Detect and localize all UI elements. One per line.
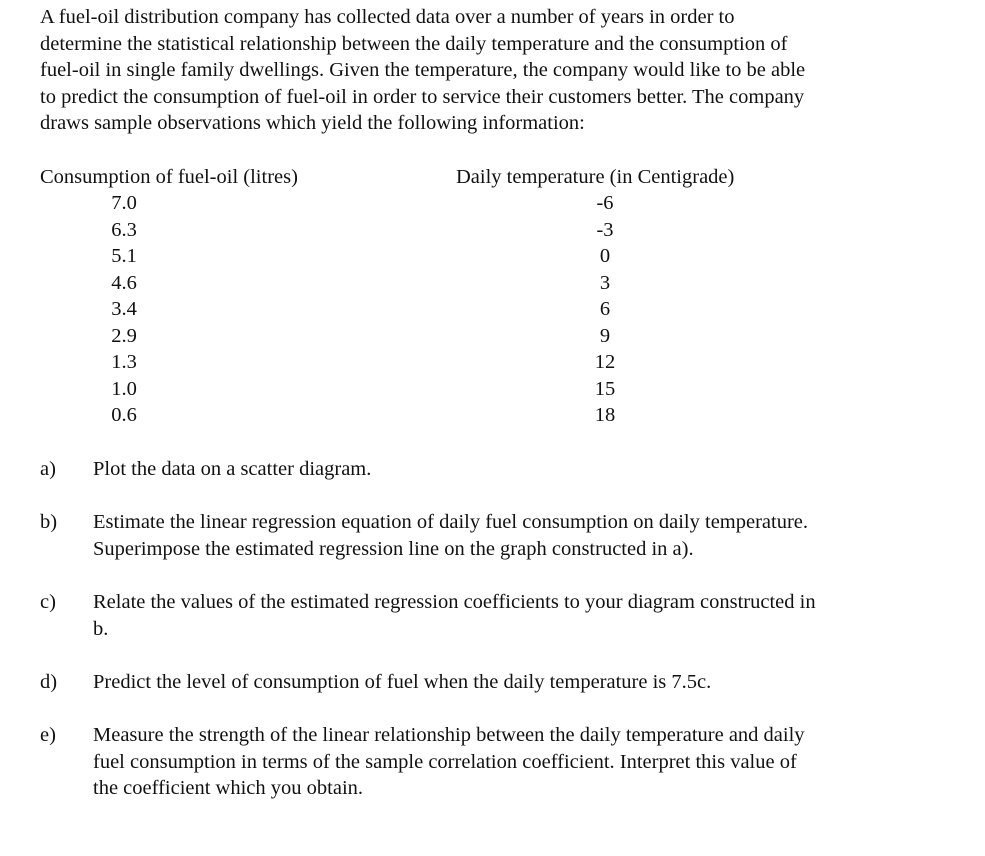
- intro-paragraph: [40, 4, 940, 137]
- intro-line: A fuel-oil distribution company has collected data over a number of years in order to: [40, 6, 735, 28]
- temperature-value: -6: [596, 192, 614, 214]
- consumption-value: 1.0: [111, 377, 137, 400]
- consumption-value: 7.0: [111, 192, 137, 214]
- question-line: Measure the strength of the linear relationship between the daily temperature and daily: [93, 724, 805, 746]
- temperature-value: -3: [596, 218, 614, 241]
- temperature-value: 15: [594, 377, 616, 400]
- question-line: Predict the level of consumption of fuel when the daily temperature is 7.5c.: [93, 671, 712, 693]
- question-line: Relate the values of the estimated regression coefficients to your diagram constructed in: [93, 591, 816, 613]
- question-letter: a): [40, 458, 56, 480]
- consumption-value: 2.9: [111, 324, 137, 347]
- data-table: [40, 164, 800, 434]
- question-text: [93, 589, 923, 642]
- question-letter: c): [40, 591, 56, 613]
- consumption-value: 3.4: [111, 298, 137, 320]
- intro-line: fuel-oil in single family dwellings. Given the temperature, the company would like to be able: [40, 59, 806, 82]
- temperature-value: 3: [599, 271, 611, 294]
- temperature-value: 9: [599, 324, 611, 347]
- question-text: [93, 509, 923, 562]
- temperature-column: [585, 190, 625, 429]
- question-text: [93, 456, 923, 483]
- consumption-value: 6.3: [111, 218, 137, 241]
- consumption-value: 1.3: [111, 351, 137, 373]
- intro-line: to predict the consumption of fuel-oil in order to service their customers better. The company: [40, 85, 805, 108]
- temperature-value: 18: [594, 404, 616, 426]
- temperature-value: 6: [599, 298, 611, 320]
- consumption-column-header: Consumption of fuel-oil (litres): [40, 166, 298, 188]
- question-line: b.: [93, 617, 109, 640]
- consumption-value: 4.6: [111, 271, 137, 294]
- consumption-column: [100, 190, 148, 429]
- temperature-column-header: Daily temperature (in Centigrade): [456, 166, 735, 188]
- question-line: Plot the data on a scatter diagram.: [93, 458, 372, 480]
- question-letter: d): [40, 671, 58, 693]
- question-line: Superimpose the estimated regression line on the graph constructed in a).: [93, 537, 694, 560]
- temperature-value: 0: [599, 245, 611, 267]
- question-line: fuel consumption in terms of the sample correlation coefficient. Interpret this value of: [93, 750, 797, 773]
- question-letter: e): [40, 724, 56, 746]
- question-line: the coefficient which you obtain.: [93, 777, 364, 799]
- question-line: Estimate the linear regression equation of daily fuel consumption on daily temperature.: [93, 511, 809, 533]
- consumption-value: 0.6: [111, 404, 137, 426]
- question-letter: b): [40, 511, 58, 533]
- question-text: [93, 669, 923, 696]
- consumption-value: 5.1: [111, 245, 137, 267]
- intro-line: determine the statistical relationship between the daily temperature and the consumption of: [40, 32, 788, 55]
- temperature-value: 12: [594, 351, 616, 373]
- intro-line: draws sample observations which yield the following information:: [40, 112, 585, 135]
- question-text: [93, 722, 923, 802]
